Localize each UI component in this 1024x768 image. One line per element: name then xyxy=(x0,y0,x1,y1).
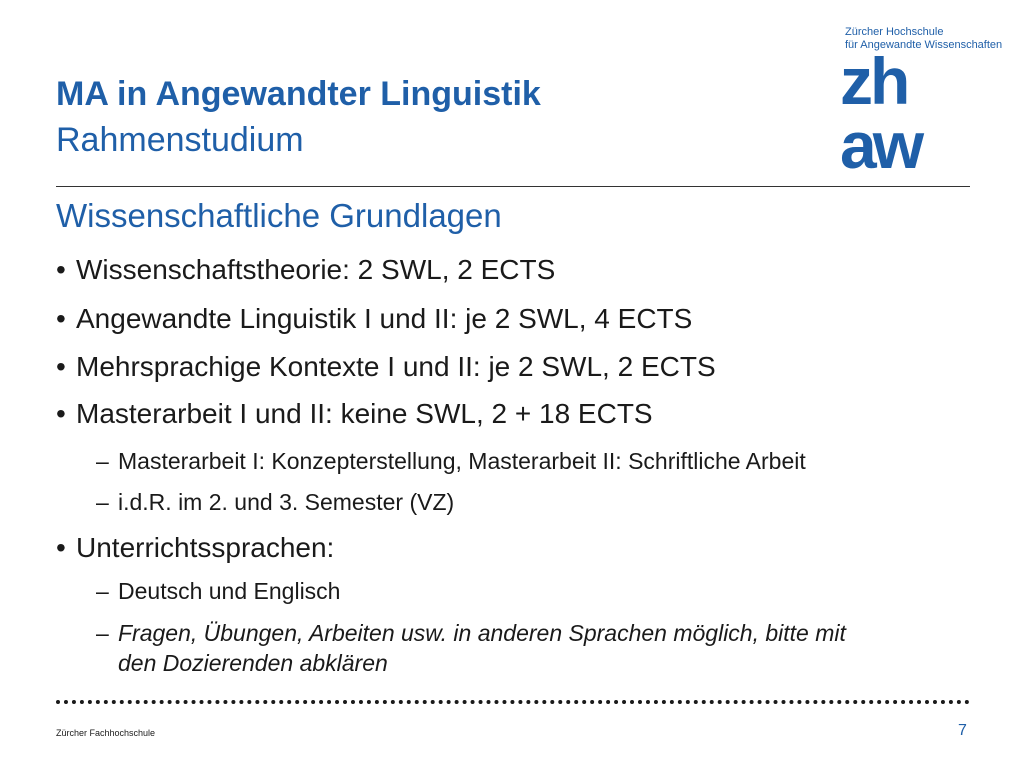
page-number: 7 xyxy=(958,722,967,739)
sub-item xyxy=(96,576,340,606)
bullet-symbol: • xyxy=(56,532,66,563)
section-heading: Wissenschaftliche Grundlagen xyxy=(56,197,502,234)
bullet-text: Wissenschaftstheorie: 2 SWL, 2 ECTS xyxy=(76,254,556,285)
logo-caption-line1: Zürcher Hochschule xyxy=(845,26,944,38)
sub-text: i.d.R. im 2. und 3. Semester (VZ) xyxy=(118,489,455,515)
footer-institution: Zürcher Fachhochschule xyxy=(56,728,156,738)
dash-symbol: – xyxy=(96,620,109,646)
sub-item xyxy=(96,618,846,678)
slide-title: MA in Angewandter Linguistik xyxy=(56,75,541,113)
sub-text: Masterarbeit I: Konzepterstellung, Masterarbeit II: Schriftliche Arbeit xyxy=(118,448,806,474)
dash-symbol: – xyxy=(96,578,109,604)
bullet-symbol: • xyxy=(56,254,66,285)
logo-mark-top: zh xyxy=(840,52,908,118)
bullet-text: Masterarbeit I und II: keine SWL, 2 + 18 ECTS xyxy=(76,398,653,429)
bullet-symbol: • xyxy=(56,303,66,334)
logo-mark-bottom: aw xyxy=(840,108,921,172)
header-divider xyxy=(56,186,970,187)
bullet-item xyxy=(56,350,716,384)
bullet-item xyxy=(56,397,653,431)
bullet-symbol: • xyxy=(56,398,66,429)
logo-caption xyxy=(845,26,1002,52)
bullet-symbol: • xyxy=(56,351,66,382)
slide-subtitle: Rahmenstudium xyxy=(56,121,304,159)
footer-divider xyxy=(56,700,970,704)
bullet-item xyxy=(56,531,334,565)
logo-caption-line2: für Angewandte Wissenschaften xyxy=(845,39,1003,51)
sub-item xyxy=(96,487,454,517)
bullet-item xyxy=(56,302,692,336)
bullet-text: Angewandte Linguistik I und II: je 2 SWL, 4 ECTS xyxy=(76,303,693,334)
sub-text: Fragen, Übungen, Arbeiten usw. in anderen Sprachen möglich, bitte mit xyxy=(118,620,846,646)
bullet-text: Mehrsprachige Kontexte I und II: je 2 SWL, 2 ECTS xyxy=(76,351,716,382)
sub-item xyxy=(96,446,806,476)
bullet-text: Unterrichtssprachen: xyxy=(76,532,335,563)
sub-text-continued: den Dozierenden abklären xyxy=(118,650,388,676)
bullet-item xyxy=(56,253,555,287)
dash-symbol: – xyxy=(96,489,109,515)
sub-text: Deutsch und Englisch xyxy=(118,578,341,604)
dash-symbol: – xyxy=(96,448,109,474)
zhaw-logo xyxy=(840,52,955,172)
